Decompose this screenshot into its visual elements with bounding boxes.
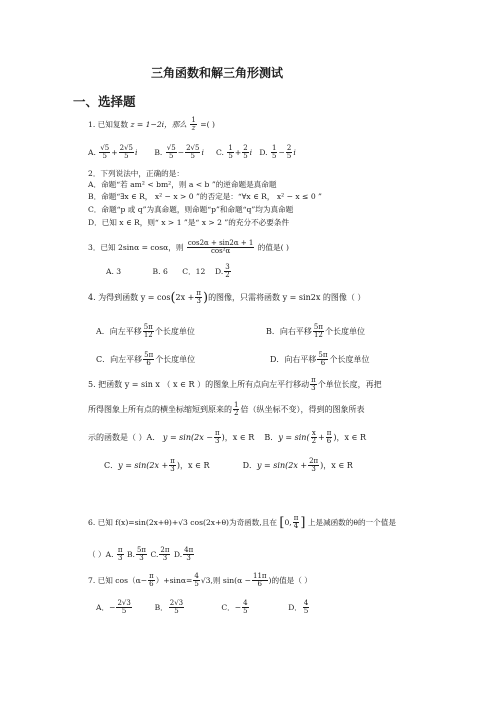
q1-options	[88, 145, 296, 161]
q5-line1: 5. 把函数 y = sin x （ x ∈ R ）的图象上所有点向左平行移动 $\frac{\pi}{3}$ 个单位长度，再把	[88, 376, 382, 393]
q4-option-a[interactable]: A．向左平移 $\frac{5\pi}{12}$ 个长度单位	[96, 323, 195, 340]
q5-line4	[104, 458, 353, 474]
q7-option-b[interactable]: B． $\frac{2√3}{5}$	[154, 599, 184, 616]
q1-option-c[interactable]: C. $\frac{1}{5}$ + $\frac{2}{5}$ i	[215, 144, 253, 161]
q7-option-c[interactable]: C．− $\frac{4}{5}$	[221, 599, 248, 616]
q4-option-b[interactable]: B．向右平移 $\frac{5\pi}{12}$ 个长度单位	[266, 323, 365, 340]
q4-option-d[interactable]: D．向右平移 $\frac{5\pi}{6}$ 个长度单位	[270, 351, 370, 368]
q2-option-c[interactable]: C．命题“p 或 q”为真命题，则命题“p”和命题“q”均为真命题	[88, 205, 294, 214]
q6-option-d[interactable]: D. $\frac{4\pi}{3}$	[173, 546, 194, 563]
q3-option-a[interactable]: A. 3	[106, 266, 122, 276]
q5-option-a[interactable]: y = sin(2x − $\frac{\pi}{3}$ )，x ∈ R	[162, 429, 255, 446]
section-heading: 一、选择题	[73, 94, 136, 109]
q4-stem: 4. 为得到函数 y = cos(2x + $\frac{\pi}{3}$ )的图像，只需将函数 y = sin2x 的图像（ ）	[88, 289, 366, 306]
q1-option-b[interactable]: B. $\frac{√5}{5}$ − $\frac{2√5}{5}$ i	[154, 144, 204, 161]
q4-option-c[interactable]: C．向左平移 $\frac{5\pi}{6}$ 个长度单位	[96, 351, 196, 368]
q3-options	[106, 264, 232, 280]
q3-option-b[interactable]: B. 6	[152, 266, 168, 276]
q6-option-c[interactable]: C. $\frac{2\pi}{3}$	[150, 546, 170, 563]
page-title: 三角函数和解三角形测试	[151, 66, 284, 80]
q5-option-c[interactable]: C．y = sin(2x + $\frac{\pi}{3}$ )，x ∈ R	[104, 457, 210, 474]
q5-option-d[interactable]: D．y = sin(2x + $\frac{2\pi}{3}$ )，x ∈ R	[242, 457, 353, 474]
q7-option-a[interactable]: A．− $\frac{2√3}{5}$	[96, 599, 131, 616]
q7-option-d[interactable]: D． $\frac{4}{5}$	[288, 599, 309, 616]
q6-line1: 6. 已知 f(x)=sin(2x+θ)+√3 cos(2x+θ)为奇函数,且在 [0, $\frac{\pi}{4}$ ] 上是减函数的θ的一个值是	[88, 514, 396, 531]
q6-option-a[interactable]: $\frac{\pi}{3}$	[117, 546, 123, 563]
q6-option-b[interactable]: B. $\frac{5\pi}{3}$	[126, 546, 147, 563]
q2-stem: 2．下列说法中，正确的是：	[88, 169, 184, 178]
q5-option-b[interactable]: B．y = sin( $\frac{x}{2}$ + $\frac{\pi}{6}$ )，x ∈ R	[264, 429, 367, 446]
q7-line1: 7. 已知 cos（α− $\frac{\pi}{6}$ ）+sinα= $\frac{4}{5}$ √3,则 sin(α − $\frac{11\pi}{6}$ )的值是（ ）	[88, 572, 312, 589]
q1-option-d[interactable]: D. $\frac{1}{5}$ − $\frac{2}{5}$ i	[259, 144, 296, 161]
q7-options	[96, 600, 310, 616]
q3-option-c[interactable]: C．12	[182, 266, 206, 276]
q2-option-a[interactable]: A．命题“若 am² < bm²，则 a < b ”的逆命题是真命题	[88, 180, 277, 189]
q3-option-d[interactable]: D. $\frac{3}{2}$	[215, 263, 230, 280]
q5-line3: 示的函数是（ ）A． y = sin(2x − $\frac{\pi}{3}$ )，x ∈ R B．y = sin( $\frac{x}{2}$ + $\frac{\pi}{6}$ )，x ∈ R	[88, 429, 367, 446]
q2-option-d[interactable]: D．已知 x ∈ R，则“ x > 1 ”是“ x > 2 ”的充分不必要条件	[88, 218, 290, 227]
q5-line2: 所得图象上所有点的横坐标缩短到原来的 $\frac{1}{2}$ 倍（纵坐标不变），得到的图象所表	[88, 401, 365, 418]
q6-line2: （ ）A. $\frac{\pi}{3}$ B. $\frac{5\pi}{3}$ C. $\frac{2\pi}{3}$ D. $\frac{4\pi}{3}$	[88, 546, 194, 563]
q2-option-b[interactable]: B．命题“∃x ∈ R， x² − x > 0 ”的否定是：“∀x ∈ R， x² − x ≤ 0 ”	[88, 192, 322, 201]
q3-stem: 3．已知 2sinα = cosα，则 $\frac{\cos 2\alpha + \sin 2\alpha + 1}{\text{cos²α}}$ 的值是( )	[88, 239, 289, 256]
q1-option-a[interactable]: A. $\frac{√5}{5}$ + $\frac{2√5}{5}$ i	[88, 144, 138, 161]
q1-stem: 1. 已知复数 z = 1−2i，那么 $\frac{1}{z}$ =( )	[88, 116, 215, 133]
